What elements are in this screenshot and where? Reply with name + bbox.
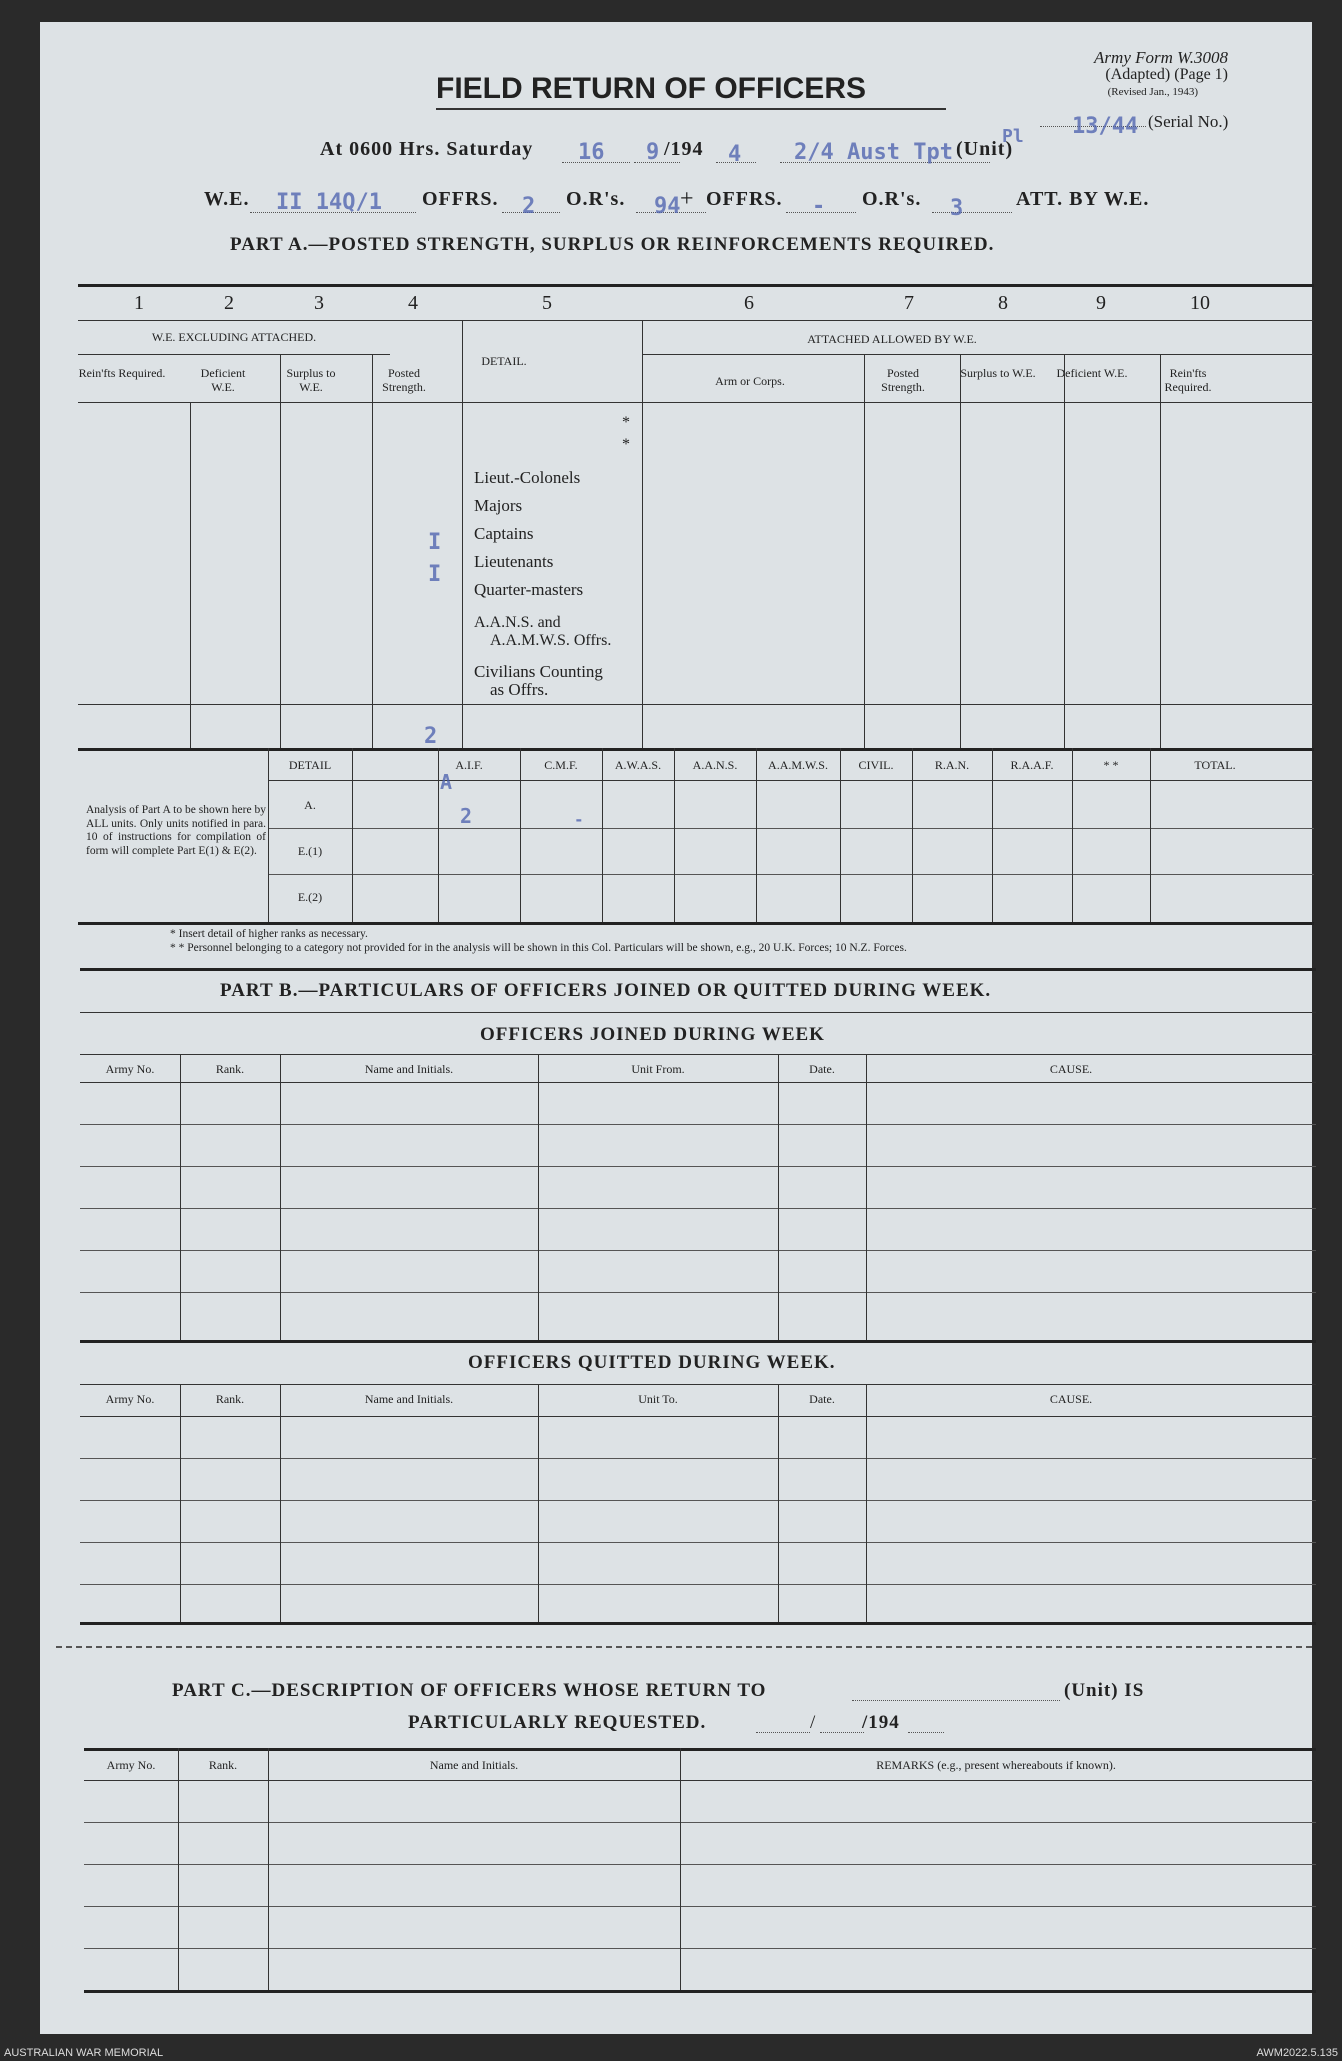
rank-aans: A.A.N.S. and: [474, 614, 561, 631]
posted-captains-value: I: [428, 530, 442, 555]
col-number: 4: [408, 292, 418, 314]
year-dots: [908, 1732, 944, 1733]
part-b-title: PART B.—PARTICULARS OF OFFICERS JOINED OR QUITTED DURING WEEK.: [220, 980, 992, 1001]
rank-captains: Captains: [474, 524, 534, 543]
row-rule: [80, 1292, 1316, 1293]
aans-header: A.A.N.S.: [692, 758, 738, 772]
aif-header: A.I.F.: [455, 758, 483, 772]
rule: [80, 1082, 1316, 1083]
part-c-army-no-header: Army No.: [106, 1758, 156, 1772]
analysis-row-a: A.: [304, 798, 316, 812]
vrule: [280, 354, 281, 748]
attached-allowed-header: ATTACHED ALLOWED BY W.E.: [807, 332, 977, 346]
vrule: [268, 748, 269, 922]
part-c-unit-label: (Unit) IS: [1064, 1680, 1145, 1701]
rule: [78, 320, 1314, 321]
rule: [80, 1054, 1316, 1055]
joined-cause-header: CAUSE.: [1049, 1062, 1093, 1076]
raaf-header: R.A.A.F.: [1010, 758, 1054, 772]
unit-label: (Unit): [956, 138, 1014, 160]
col-number: 3: [314, 292, 324, 314]
title-underline: [436, 108, 946, 110]
analysis-row-e1: E.(1): [297, 844, 323, 858]
posted-total-value: 2: [424, 724, 438, 749]
vrule: [280, 1384, 281, 1622]
att-posted-strength-header: Posted Strength.: [881, 366, 925, 394]
offrs2-label: OFFRS.: [706, 188, 783, 210]
vrule: [1160, 354, 1161, 748]
part-c-year-prefix: /194: [862, 1712, 900, 1733]
joined-army-no-header: Army No.: [105, 1062, 155, 1076]
plus-sign: +: [680, 186, 694, 212]
vrule: [1150, 748, 1151, 922]
row-rule: [80, 1208, 1316, 1209]
vrule: [912, 748, 913, 922]
form-revised: (Revised Jan., 1943): [1107, 86, 1198, 98]
rank-aamws: A.A.M.W.S. Offrs.: [490, 632, 612, 649]
vrule: [602, 748, 603, 922]
deficient-header: Deficient W.E.: [200, 366, 246, 394]
att-by-we-label: ATT. BY W.E.: [1016, 188, 1150, 210]
rule: [80, 1012, 1316, 1013]
vrule: [866, 1384, 867, 1622]
vrule: [1072, 748, 1073, 922]
row-rule: [80, 1500, 1316, 1501]
rule: [268, 828, 1314, 829]
rank-lieutenants: Lieutenants: [474, 552, 554, 571]
day-dots: [756, 1732, 810, 1733]
page-title: FIELD RETURN OF OFFICERS: [436, 72, 866, 105]
vrule: [674, 748, 675, 922]
vrule: [840, 748, 841, 922]
serial-value: 13/44: [1072, 114, 1139, 139]
vrule: [992, 748, 993, 922]
vrule: [372, 354, 373, 748]
surplus-header: Surplus to W.E.: [286, 366, 336, 394]
quitted-cause-header: CAUSE.: [1049, 1392, 1093, 1406]
posted-strength-header: Posted Strength.: [382, 366, 426, 394]
cmf-value: -: [574, 810, 584, 829]
aif-mark: A: [440, 770, 453, 794]
vrule: [520, 748, 521, 922]
quitted-title: OFFICERS QUITTED DURING WEEK.: [468, 1352, 836, 1373]
awas-header: A.W.A.S.: [614, 758, 662, 772]
quitted-name-header: Name and Initials.: [364, 1392, 454, 1406]
analysis-note: Analysis of Part A to be shown here by ALL units. Only units notified in para. 10 of instructions for compilation of form will complete Part E(1) & E(2).: [86, 804, 266, 857]
vrule: [180, 1384, 181, 1622]
reinfts-required-header: Rein'fts Required.: [78, 366, 166, 380]
form-sheet: Army Form W.3008 (Adapted) (Page 1) (Revised Jan., 1943) FIELD RETURN OF OFFICERS 13/44 (Serial No.) At 0600 Hrs. Saturday 16 9 /194 4 2/4 Aust Tpt (Unit) Pl W.E. II 14Q/1 OFFRS. 2 O.R's. 94 + OFFRS. - O.R's. 3 ATT. BY W.E. PART A.—POSTED STRENGTH, SURPLUS OR REINFORCEMENTS REQUIRED. 1 2 3 4 5 6 7 8 9 10 W.E. EXCLUDING ATTACHED. DETAIL. ATTACHED ALLOWED BY W.E. Rein'fts Required. Deficient W.E. Surplus to W.E. Posted Strength. Arm or Corps. Posted Strength. Surplus to W.E. Deficient W.E. Rein'fts Required. * * Lieut.-Colonels Majors Captains Lieutenants Quarter-masters A.A.N.S. and A.A.M.W.S. Offrs. Civilians Counting as Offrs. I I 2 Analysis of Part A to be shown here by ALL units. Only units notified in para. 10 of instructions for compilation of form will complete Part E(1) & E(2). DETAIL A.I.F. C.M.F. A.W.A.S. A.A.N.S. A.A.M.W.S. CIVIL. R.A.N. R.A.A.F. * * TOTAL. A. E.(1) E.(2) A 2 - * Insert detail of higher ranks as necessary. * * Personnel belonging to a category not provided for in the analysis will be shown in this Col. Particulars will be shown, e.g., 20 U.K. Forces; 10 N.Z. Forces. PART B.—PARTICULARS OF OFFICERS JOINED OR QUITTED DURING WEEK. OFFICERS JOINED DURING WEEK Army No. Rank. Name and Initials. Unit From. Date. CAUSE. OFFICERS QUITTED DURING WEEK. Army No. Rank. Name and Initials. Unit To. Date. CAUSE. PART C.—DESCRIPTION OF OFFICERS WHOSE RETURN TO (Unit) IS PARTICULARLY REQUESTED. / /194 Army No. Rank. Name and Initials. REMARKS (e.g., present whereabouts if known).: [40, 22, 1312, 2034]
we-label: W.E.: [204, 188, 250, 210]
col-number: 7: [904, 292, 914, 314]
vrule: [778, 1384, 779, 1622]
part-c-name-header: Name and Initials.: [429, 1758, 519, 1772]
rank-quarter-masters: Quarter-masters: [474, 580, 584, 599]
vrule: [538, 1054, 539, 1340]
col-number: 5: [542, 292, 552, 314]
month-dots: [820, 1732, 864, 1733]
year-prefix: /194: [664, 138, 704, 160]
vrule: [778, 1054, 779, 1340]
aamws-header: A.A.M.W.S.: [768, 758, 828, 772]
footnote-1: * Insert detail of higher ranks as necessary.: [170, 928, 368, 940]
vrule: [352, 748, 353, 922]
rule: [78, 704, 1314, 705]
at-hours-label: At 0600 Hrs. Saturday: [320, 138, 534, 160]
form-number: Army Form W.3008: [1094, 48, 1228, 67]
vrule: [680, 1748, 681, 1990]
vrule: [180, 1054, 181, 1340]
asterisk: *: [622, 436, 630, 453]
form-adapted: (Adapted) (Page 1): [1105, 66, 1228, 83]
total-header: TOTAL.: [1194, 758, 1236, 772]
vrule: [864, 354, 865, 748]
ran-header: R.A.N.: [934, 758, 970, 772]
rule: [268, 874, 1314, 875]
col-number: 8: [998, 292, 1008, 314]
offrs-label: OFFRS.: [422, 188, 499, 210]
rule: [80, 968, 1316, 971]
analysis-row-e2: E.(2): [297, 890, 323, 904]
unit-return-dots: [852, 1700, 1060, 1701]
rule: [80, 1416, 1316, 1417]
att-reinfts-header: Rein'fts Required.: [1164, 366, 1212, 394]
quitted-date-header: Date.: [809, 1392, 835, 1406]
posted-lieutenants-value: I: [428, 562, 442, 587]
joined-title: OFFICERS JOINED DURING WEEK: [480, 1024, 825, 1045]
att-surplus-header: Surplus to W.E.: [960, 366, 1036, 380]
vrule: [960, 354, 961, 748]
detail-header: DETAIL.: [481, 354, 527, 368]
part-c-rank-header: Rank.: [208, 1758, 238, 1772]
quitted-unit-to-header: Unit To.: [638, 1392, 678, 1406]
rank-civilians: Civilians Counting: [474, 662, 603, 681]
joined-name-header: Name and Initials.: [364, 1062, 454, 1076]
vrule: [190, 402, 191, 748]
part-c-remarks-header: REMARKS (e.g., present whereabouts if known).: [876, 1758, 1116, 1772]
vrule: [756, 748, 757, 922]
col-number: 1: [134, 292, 144, 314]
col-number: 6: [744, 292, 754, 314]
part-c-requested: PARTICULARLY REQUESTED.: [408, 1712, 707, 1733]
col-number: 10: [1190, 292, 1210, 314]
ors-value: 94: [654, 194, 681, 219]
footer-left: AUSTRALIAN WAR MEMORIAL: [4, 2047, 164, 2059]
row-rule: [80, 1542, 1316, 1543]
vrule: [538, 1384, 539, 1622]
year-value: 4: [728, 142, 742, 167]
col-number: 2: [224, 292, 234, 314]
we-value: II 14Q/1: [276, 190, 382, 215]
quitted-rank-header: Rank.: [215, 1392, 245, 1406]
civil-header: CIVIL.: [858, 758, 894, 772]
rule: [78, 922, 1314, 925]
rank-as-offrs: as Offrs.: [490, 680, 549, 699]
row-rule: [80, 1584, 1316, 1585]
part-c-title: PART C.—DESCRIPTION OF OFFICERS WHOSE RETURN TO: [172, 1680, 767, 1701]
ors2-label: O.R's.: [862, 188, 922, 210]
arm-or-corps-header: Arm or Corps.: [715, 374, 785, 388]
joined-rank-header: Rank.: [215, 1062, 245, 1076]
rule: [80, 1340, 1316, 1343]
vrule: [268, 1748, 269, 1990]
footnote-2: * * Personnel belonging to a category not provided for in the analysis will be shown in this Col. Particulars will be shown, e.g., 20 U.K. Forces; 10 N.Z. Forces.: [170, 942, 907, 954]
ors2-dots: [932, 212, 1012, 213]
vrule: [866, 1054, 867, 1340]
vrule: [462, 320, 463, 748]
ors2-value: 3: [950, 196, 964, 221]
footer-right: AWM2022.5.135: [1256, 2047, 1338, 2059]
row-rule: [80, 1166, 1316, 1167]
rank-majors: Majors: [474, 496, 523, 515]
rule: [80, 1622, 1316, 1625]
part-a-top-rule: [78, 284, 1314, 287]
rank-lieut-colonels: Lieut.-Colonels: [474, 468, 581, 487]
row-rule: [80, 1458, 1316, 1459]
month-value: 9: [646, 140, 660, 165]
row-rule: [80, 1124, 1316, 1125]
rule: [78, 748, 1314, 751]
vrule: [642, 320, 643, 748]
joined-unit-from-header: Unit From.: [631, 1062, 685, 1076]
rule: [642, 354, 1314, 355]
rule: [80, 1384, 1316, 1385]
vrule: [178, 1748, 179, 1990]
vrule: [280, 1054, 281, 1340]
joined-date-header: Date.: [809, 1062, 835, 1076]
ors-label: O.R's.: [566, 188, 626, 210]
aif-value: 2: [460, 804, 473, 828]
serial-label: (Serial No.): [1148, 112, 1229, 131]
att-deficient-header: Deficient W.E.: [1056, 366, 1128, 380]
analysis-detail-header: DETAIL: [288, 758, 332, 772]
offrs2-value: -: [812, 194, 826, 219]
offrs-value: 2: [522, 194, 536, 219]
rule: [78, 402, 1314, 403]
rule: [268, 780, 1314, 781]
unit-value: 2/4 Aust Tpt: [794, 140, 953, 165]
day-value: 16: [578, 140, 605, 165]
quitted-army-no-header: Army No.: [105, 1392, 155, 1406]
part-a-title: PART A.—POSTED STRENGTH, SURPLUS OR REINFORCEMENTS REQUIRED.: [230, 234, 995, 255]
cmf-header: C.M.F.: [544, 758, 578, 772]
row-rule: [80, 1250, 1316, 1251]
rule: [78, 354, 390, 355]
col-number: 9: [1096, 292, 1106, 314]
we-excluding-attached-header: W.E. EXCLUDING ATTACHED.: [151, 330, 317, 344]
vrule: [1064, 354, 1065, 748]
other-header: * *: [1103, 758, 1119, 772]
vrule: [438, 748, 439, 922]
rule: [84, 1990, 1316, 1993]
asterisk: *: [622, 414, 630, 431]
unit-note: Pl: [1002, 126, 1024, 147]
tear-off-line: [56, 1646, 1312, 1648]
